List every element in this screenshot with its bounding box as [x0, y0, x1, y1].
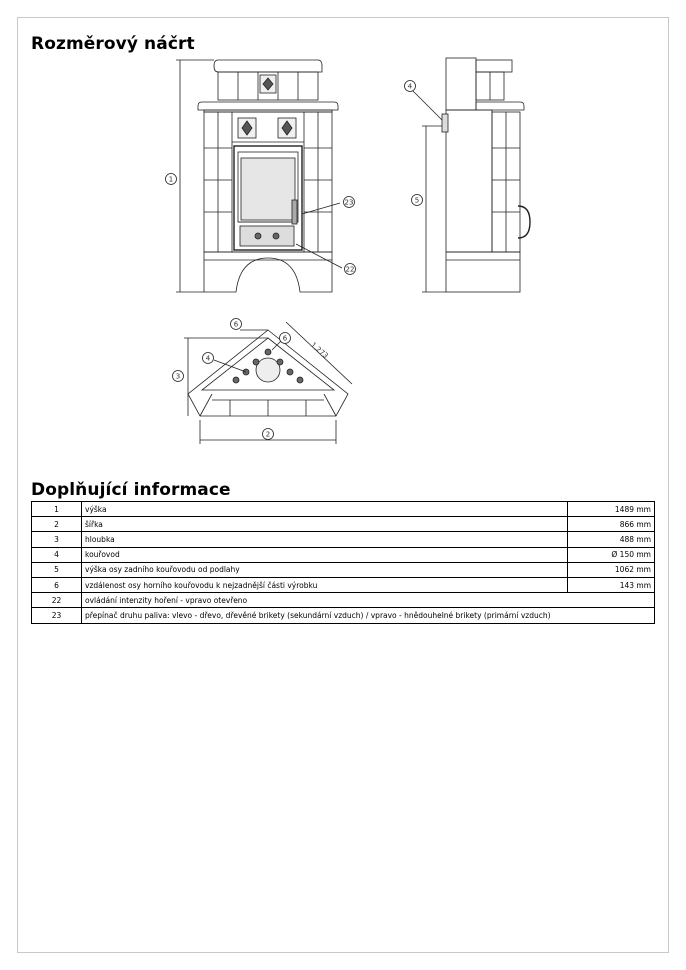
table-row — [32, 517, 655, 532]
section-title-info: Doplňující informace — [31, 480, 231, 500]
row-value: 1489 mm — [568, 502, 655, 517]
table-row — [32, 532, 655, 547]
row-number: 3 — [32, 532, 82, 547]
callout-4-top: 4 — [205, 354, 211, 363]
table-row — [32, 608, 655, 623]
specs-table — [31, 501, 655, 624]
row-number: 4 — [32, 547, 82, 562]
row-number: 5 — [32, 562, 82, 577]
row-number: 22 — [32, 593, 82, 608]
side-view — [412, 58, 530, 292]
callout-23: 23 — [344, 198, 354, 207]
row-number: 2 — [32, 517, 82, 532]
callout-2: 2 — [265, 430, 271, 439]
row-number: 23 — [32, 608, 82, 623]
callout-1-front: 1 — [168, 175, 174, 184]
row-number: 1 — [32, 502, 82, 517]
row-value: 866 mm — [568, 517, 655, 532]
row-value: 143 mm — [568, 577, 655, 592]
callout-3: 3 — [175, 372, 181, 381]
row-value: Ø 150 mm — [568, 547, 655, 562]
slanted-dimension-label: 1,273 — [309, 340, 330, 360]
front-view — [176, 60, 342, 292]
row-label: vzdálenost osy horního kouřovodu k nejzadnější části výrobku — [82, 577, 568, 592]
row-value: 1062 mm — [568, 562, 655, 577]
callout-6-right: 6 — [282, 334, 288, 343]
row-label: kouřovod — [82, 547, 568, 562]
table-row — [32, 577, 655, 592]
table-row — [32, 502, 655, 517]
row-label: šířka — [82, 517, 568, 532]
row-label: přepínač druhu paliva: vlevo - dřevo, dřevěné brikety (sekundární vzduch) / vpravo - hnědouhelné brikety (primární vzduch) — [82, 608, 655, 623]
row-label: ovládání intenzity hoření - vpravo otevřeno — [82, 593, 655, 608]
row-number: 6 — [32, 577, 82, 592]
callout-22: 22 — [345, 265, 355, 274]
callout-5: 5 — [414, 196, 420, 205]
table-row — [32, 593, 655, 608]
dimension-drawing — [0, 0, 686, 470]
top-view — [184, 322, 352, 444]
section-title-sketch: Rozměrový náčrt — [31, 34, 195, 54]
row-label: hloubka — [82, 532, 568, 547]
callout-6-left: 6 — [233, 320, 239, 329]
callout-4-side: 4 — [407, 82, 413, 91]
table-row — [32, 547, 655, 562]
row-label: výška — [82, 502, 568, 517]
row-value: 488 mm — [568, 532, 655, 547]
row-label: výška osy zadního kouřovodu od podlahy — [82, 562, 568, 577]
table-row — [32, 562, 655, 577]
